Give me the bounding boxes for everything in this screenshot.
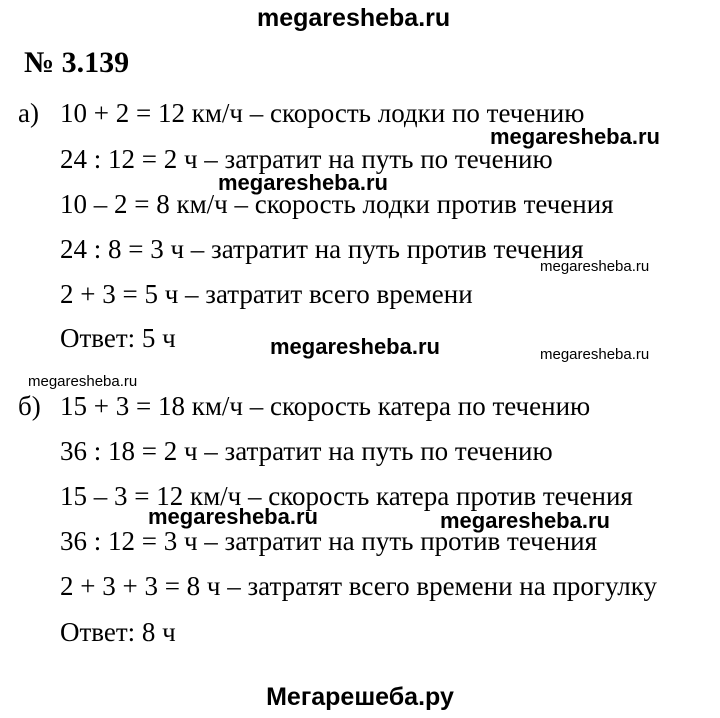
part-b-line-2: 36 : 18 = 2 ч – затратит на путь по течению bbox=[60, 436, 553, 466]
watermark: megaresheba.ru bbox=[148, 504, 318, 529]
part-a-line-2: 24 : 12 = 2 ч – затратит на путь по течению bbox=[60, 144, 553, 174]
part-b-line-4: 36 : 12 = 3 ч – затратит на путь против течения bbox=[60, 526, 598, 556]
watermark: megaresheba.ru bbox=[218, 170, 388, 195]
part-b-line-5: 2 + 3 + 3 = 8 ч – затратят всего времени на прогулку bbox=[60, 571, 658, 601]
part-a-line-5: 2 + 3 = 5 ч – затратит всего времени bbox=[60, 279, 473, 309]
part-a-line-1: 10 + 2 = 12 км/ч – скорость лодки по течению bbox=[60, 98, 585, 128]
watermark: megaresheba.ru bbox=[540, 258, 650, 275]
footer-title: Мегарешеба.ру bbox=[266, 683, 454, 711]
part-a-label: а) bbox=[18, 98, 39, 128]
part-a-answer: Ответ: 5 ч bbox=[60, 323, 176, 353]
part-b-line-3: 15 – 3 = 12 км/ч – скорость катера против течения bbox=[60, 481, 633, 511]
part-b-answer: Ответ: 8 ч bbox=[60, 617, 176, 647]
part-a-line-4: 24 : 8 = 3 ч – затратит на путь против течения bbox=[60, 234, 584, 264]
watermark: megaresheba.ru bbox=[490, 124, 660, 149]
header-watermark: megaresheba.ru bbox=[257, 4, 451, 32]
watermark: megaresheba.ru bbox=[270, 334, 440, 359]
part-b-line-1: 15 + 3 = 18 км/ч – скорость катера по течению bbox=[60, 391, 591, 421]
watermark: megaresheba.ru bbox=[440, 508, 610, 533]
problem-number: № 3.139 bbox=[24, 46, 130, 79]
part-a-line-3: 10 – 2 = 8 км/ч – скорость лодки против течения bbox=[60, 189, 614, 219]
watermark: megaresheba.ru bbox=[28, 373, 138, 390]
part-b-label: б) bbox=[18, 391, 41, 421]
watermark: megaresheba.ru bbox=[540, 346, 650, 363]
